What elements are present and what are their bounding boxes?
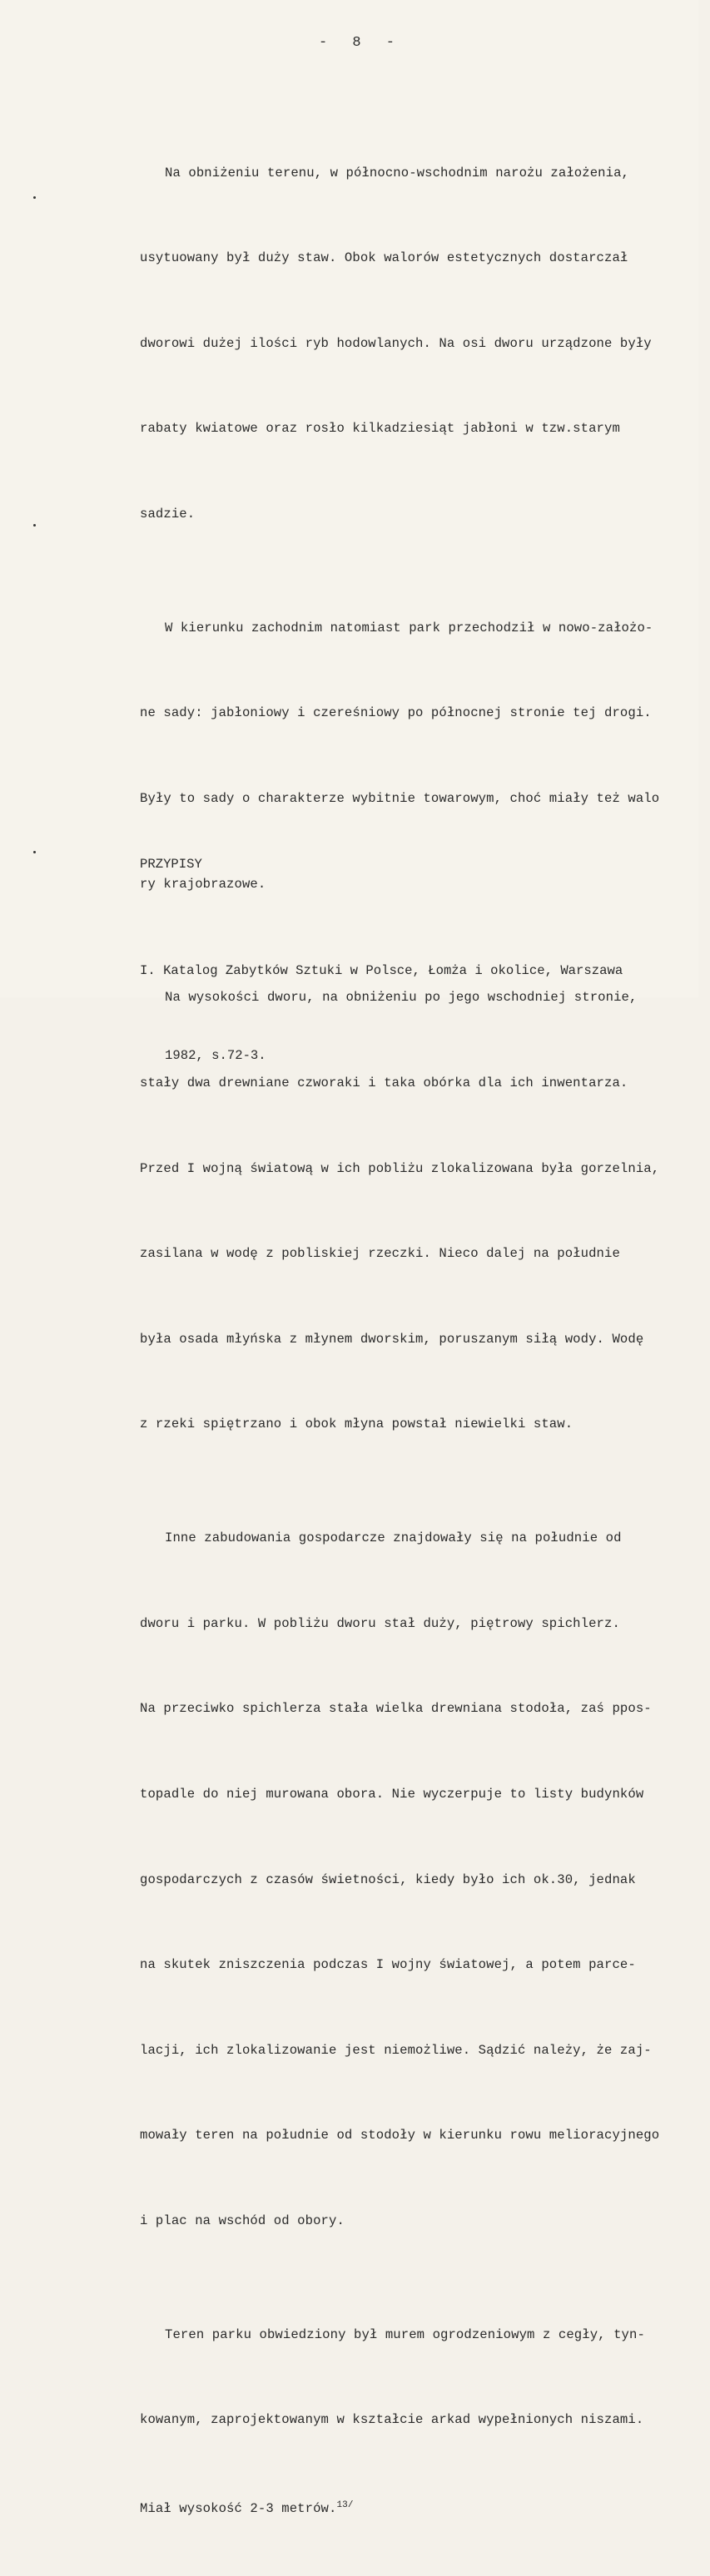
text-line: na skutek zniszczenia podczas I wojny światowej, a potem parce- bbox=[140, 1957, 636, 1973]
text-line-with-footnote bbox=[140, 2491, 698, 2519]
margin-dot bbox=[33, 851, 36, 853]
text-line: zasilana w wodę z pobliskiej rzeczki. Nieco dalej na południe bbox=[140, 1246, 620, 1262]
text-line: ry krajobrazowe. bbox=[140, 876, 266, 892]
text-line: kowanym, zaprojektowanym w kształcie arkad wypełnionych niszami. bbox=[140, 2412, 644, 2428]
footnotes-heading: PRZYPISY bbox=[140, 857, 202, 872]
text-line: Były to sady o charakterze wybitnie towarowym, choć miały też walo bbox=[140, 790, 660, 806]
text-line: usytuowany był duży staw. Obok walorów estetycznych dostarczał bbox=[140, 250, 628, 266]
text-line: sadzie. bbox=[140, 506, 196, 522]
margin-dot bbox=[33, 196, 36, 199]
text-line: rabaty kwiatowe oraz rosło kilkadziesiąt jabłoni w tzw.starym bbox=[140, 421, 620, 437]
margin-dot bbox=[33, 524, 36, 527]
text-line: Inne zabudowania gospodarcze znajdowały się na południe od bbox=[165, 1530, 622, 1546]
text-line: dworu i parku. W pobliżu dworu stał duży, piętrowy spichlerz. bbox=[140, 1615, 620, 1631]
page-number: - 8 - bbox=[318, 35, 403, 51]
footnote-line: I. Katalog Zabytków Sztuki w Polsce, Łomża i okolice, Warszawa bbox=[140, 963, 623, 978]
text-line: gospodarczych z czasów świetności, kiedy było ich ok.30, jednak bbox=[140, 1871, 636, 1887]
text-line: mowały teren na południe od stodoły w kierunku rowu melioracyjnego bbox=[140, 2128, 660, 2143]
footnote-reference: 13/ bbox=[336, 2499, 354, 2510]
text-line: Na przeciwko spichlerza stała wielka drewniana stodoła, zaś ppos- bbox=[140, 1701, 652, 1717]
footnote-item bbox=[140, 900, 698, 1126]
text-line: Na obniżeniu terenu, w północno-wschodnim narożu założenia, bbox=[165, 165, 630, 180]
text-line: Miał wysokość 2-3 metrów. bbox=[140, 2500, 337, 2516]
text-line: była osada młyńska z młynem dworskim, poruszanym siłą wody. Wodę bbox=[140, 1331, 644, 1347]
text-line: z rzeki spiętrzano i obok młyna powstał niewielki staw. bbox=[140, 1417, 573, 1432]
text-line: W kierunku zachodnim natomiast park przechodził w nowo-założo- bbox=[165, 620, 653, 635]
text-line: topadle do niej murowana obora. Nie wyczerpuje to listy budynków bbox=[140, 1786, 644, 1802]
text-line: Teren parku obwiedziony był murem ogrodzeniowym z cegły, tyn- bbox=[165, 2326, 645, 2342]
text-line: stały dwa drewniane czworaki i taka obórka dla ich inwentarza. bbox=[140, 1075, 628, 1090]
text-line: Przed I wojną światową w ich pobliżu zlokalizowana była gorzelnia, bbox=[140, 1160, 660, 1176]
text-line: Na wysokości dworu, na obniżeniu po jego wschodniej stronie, bbox=[165, 990, 638, 1006]
footnote-line: 1982, s.72-3. bbox=[165, 1048, 266, 1064]
text-line: ne sady: jabłoniowy i czereśniowy po północnej stronie tej drogi. bbox=[140, 705, 652, 721]
body-text bbox=[140, 73, 698, 2576]
text-line: dworowi dużej ilości ryb hodowlanych. Na osi dworu urządzone były bbox=[140, 335, 652, 351]
text-line: lacji, ich zlokalizowanie jest niemożliwe. Sądzić należy, że zaj- bbox=[140, 2042, 652, 2058]
text-line: i plac na wschód od obory. bbox=[140, 2213, 345, 2228]
